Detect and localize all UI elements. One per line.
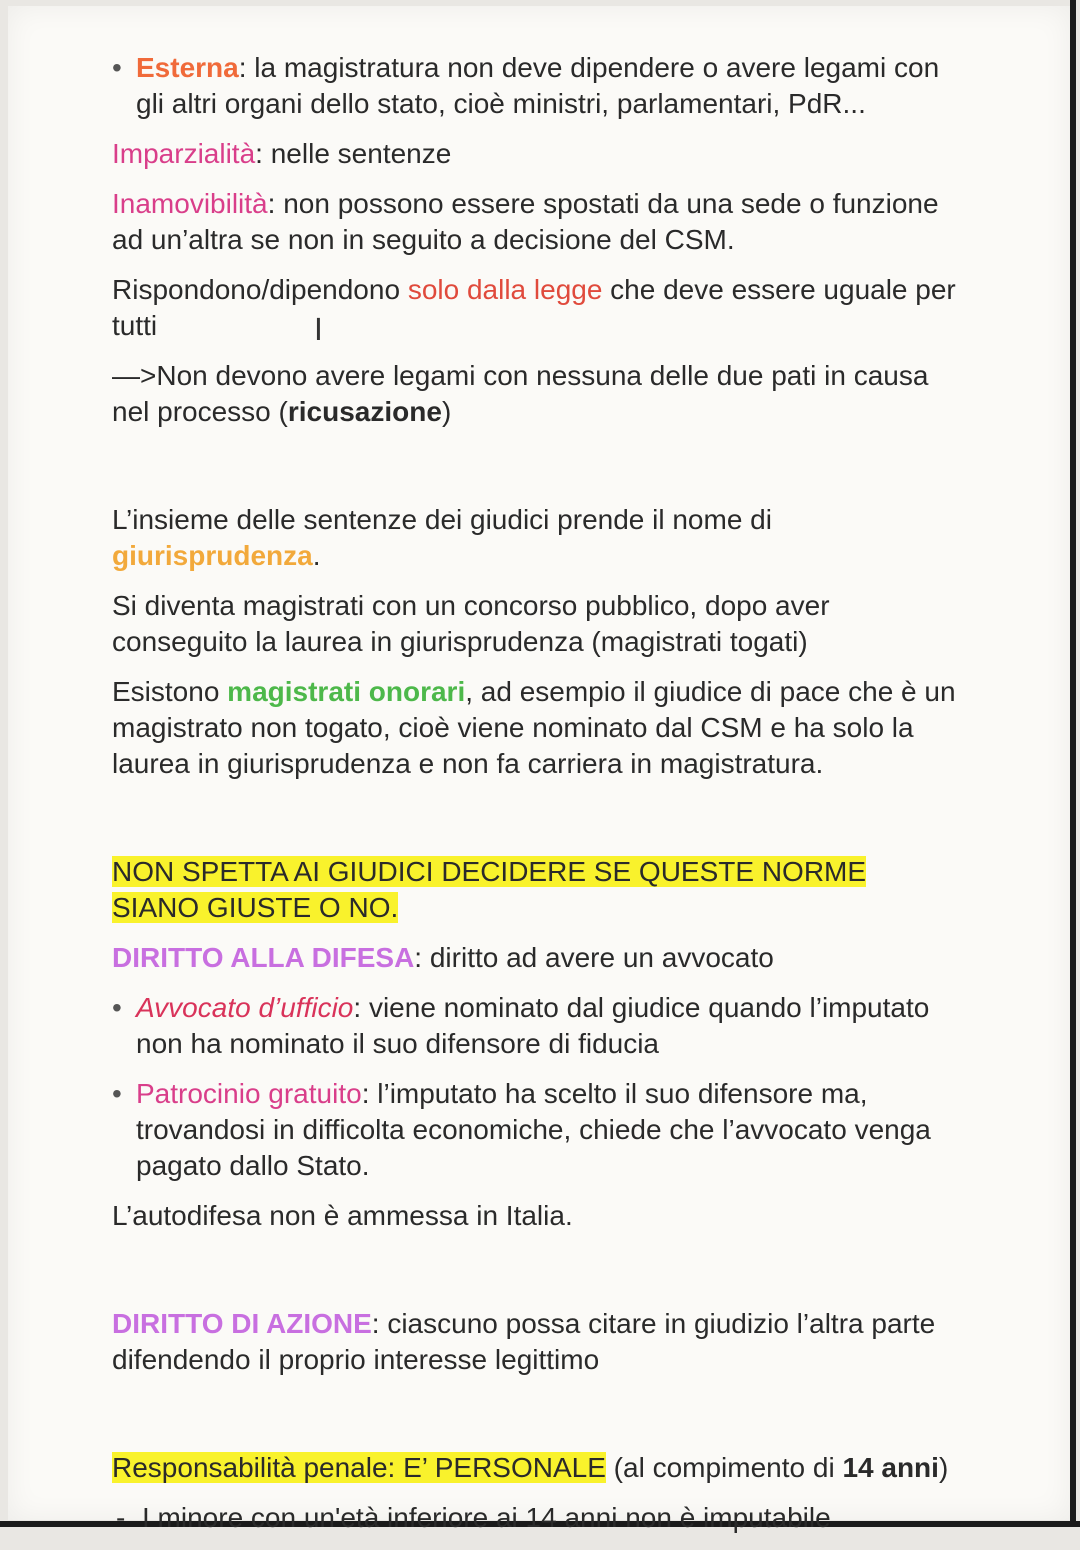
text-rispondono-pre: Rispondono/dipendono [112,274,408,305]
text-onorari-post: , ad esempio il giudice di pace che è un magistrato non togato, cioè viene nominato dal CSM e ha solo la laurea in giurisprudenza e non fa carriera in magistratura. [112,676,956,779]
text-azione: : ciascuno possa citare in giudizio l’altra parte difendendo il proprio interesse legittimo [112,1308,935,1375]
line-non-spetta [112,854,912,926]
text-rispondono-post: che deve essere uguale per tutti [112,274,956,341]
term-avvocato-ufficio: Avvocato d’ufficio [136,992,353,1023]
line-imparzialita [112,136,972,172]
line-autodifesa [112,1198,972,1234]
line-ricusazione [112,358,972,430]
scan-edge-right [1070,0,1076,1527]
term-esterna: Esterna [136,52,239,83]
bullet-avvocato-ufficio [112,990,972,1062]
text-giuris-post: . [313,540,321,571]
line-diritto-azione [112,1306,972,1378]
term-solo-dalla-legge: solo dalla legge [408,274,603,305]
text-patrocinio: : l’imputato ha scelto il suo difensore ma, trovandosi in difficolta economiche, chiede che l’avvocato venga pagato dallo Stato. [136,1078,931,1181]
text-legami-pre: —>Non devono avere legami con nessuna delle due pati in causa nel processo ( [112,360,928,427]
text-resp-post: ) [939,1452,948,1483]
line-rispondono [112,272,972,344]
term-giurisprudenza: giurisprudenza [112,540,313,571]
term-14-anni: 14 anni [842,1452,938,1483]
line-responsabilita [112,1450,972,1486]
text-avvocato-ufficio: : viene nominato dal giudice quando l’imputato non ha nominato il suo difensore di fiducia [136,992,929,1059]
text-esterna: : la magistratura non deve dipendere o avere legami con gli altri organi dello stato, cioè ministri, parlamentari, PdR... [136,52,939,119]
text-onorari-pre: Esistono [112,676,227,707]
text-autodifesa: L’autodifesa non è ammessa in Italia. [112,1200,573,1231]
text-difesa: : diritto ad avere un avvocato [414,942,774,973]
text-cursor-icon: I [314,314,328,348]
line-minore [112,1500,972,1536]
text-giuris-pre: L’insieme delle sentenze dei giudici prende il nome di [112,504,772,535]
text-imparzialita: : nelle sentenze [255,138,451,169]
bullet-patrocinio [112,1076,972,1184]
highlight-responsabilita: Responsabilità penale: E’ PERSONALE [112,1452,606,1483]
text-minore: I minore con un'età inferiore ai 14 anni non è imputabile [142,1502,831,1533]
term-patrocinio: Patrocinio gratuito [136,1078,362,1109]
highlight-non-spetta: NON SPETTA AI GIUDICI DECIDERE SE QUESTE NORME SIANO GIUSTE O NO. [112,856,866,923]
line-diritto-difesa [112,940,972,976]
notes-content [112,50,972,1550]
line-giurisprudenza [112,502,972,574]
term-diritto-difesa: DIRITTO ALLA DIFESA [112,942,414,973]
line-concorso [112,588,972,660]
line-onorari [112,674,972,782]
text-concorso: Si diventa magistrati con un concorso pubblico, dopo aver conseguito la laurea in giurisprudenza (magistrati togati) [112,590,830,657]
term-diritto-azione: DIRITTO DI AZIONE [112,1308,372,1339]
term-imparzialita: Imparzialità [112,138,255,169]
line-inamovibilita [112,186,972,258]
term-magistrati-onorari: magistrati onorari [227,676,465,707]
text-resp-pre: (al compimento di [606,1452,843,1483]
text-inamovibilita: : non possono essere spostati da una sede o funzione ad un’altra se non in seguito a decisione del CSM. [112,188,939,255]
term-inamovibilita: Inamovibilità [112,188,268,219]
term-ricusazione: ricusazione [288,396,442,427]
text-legami-post: ) [442,396,451,427]
bullet-esterna [112,50,972,122]
